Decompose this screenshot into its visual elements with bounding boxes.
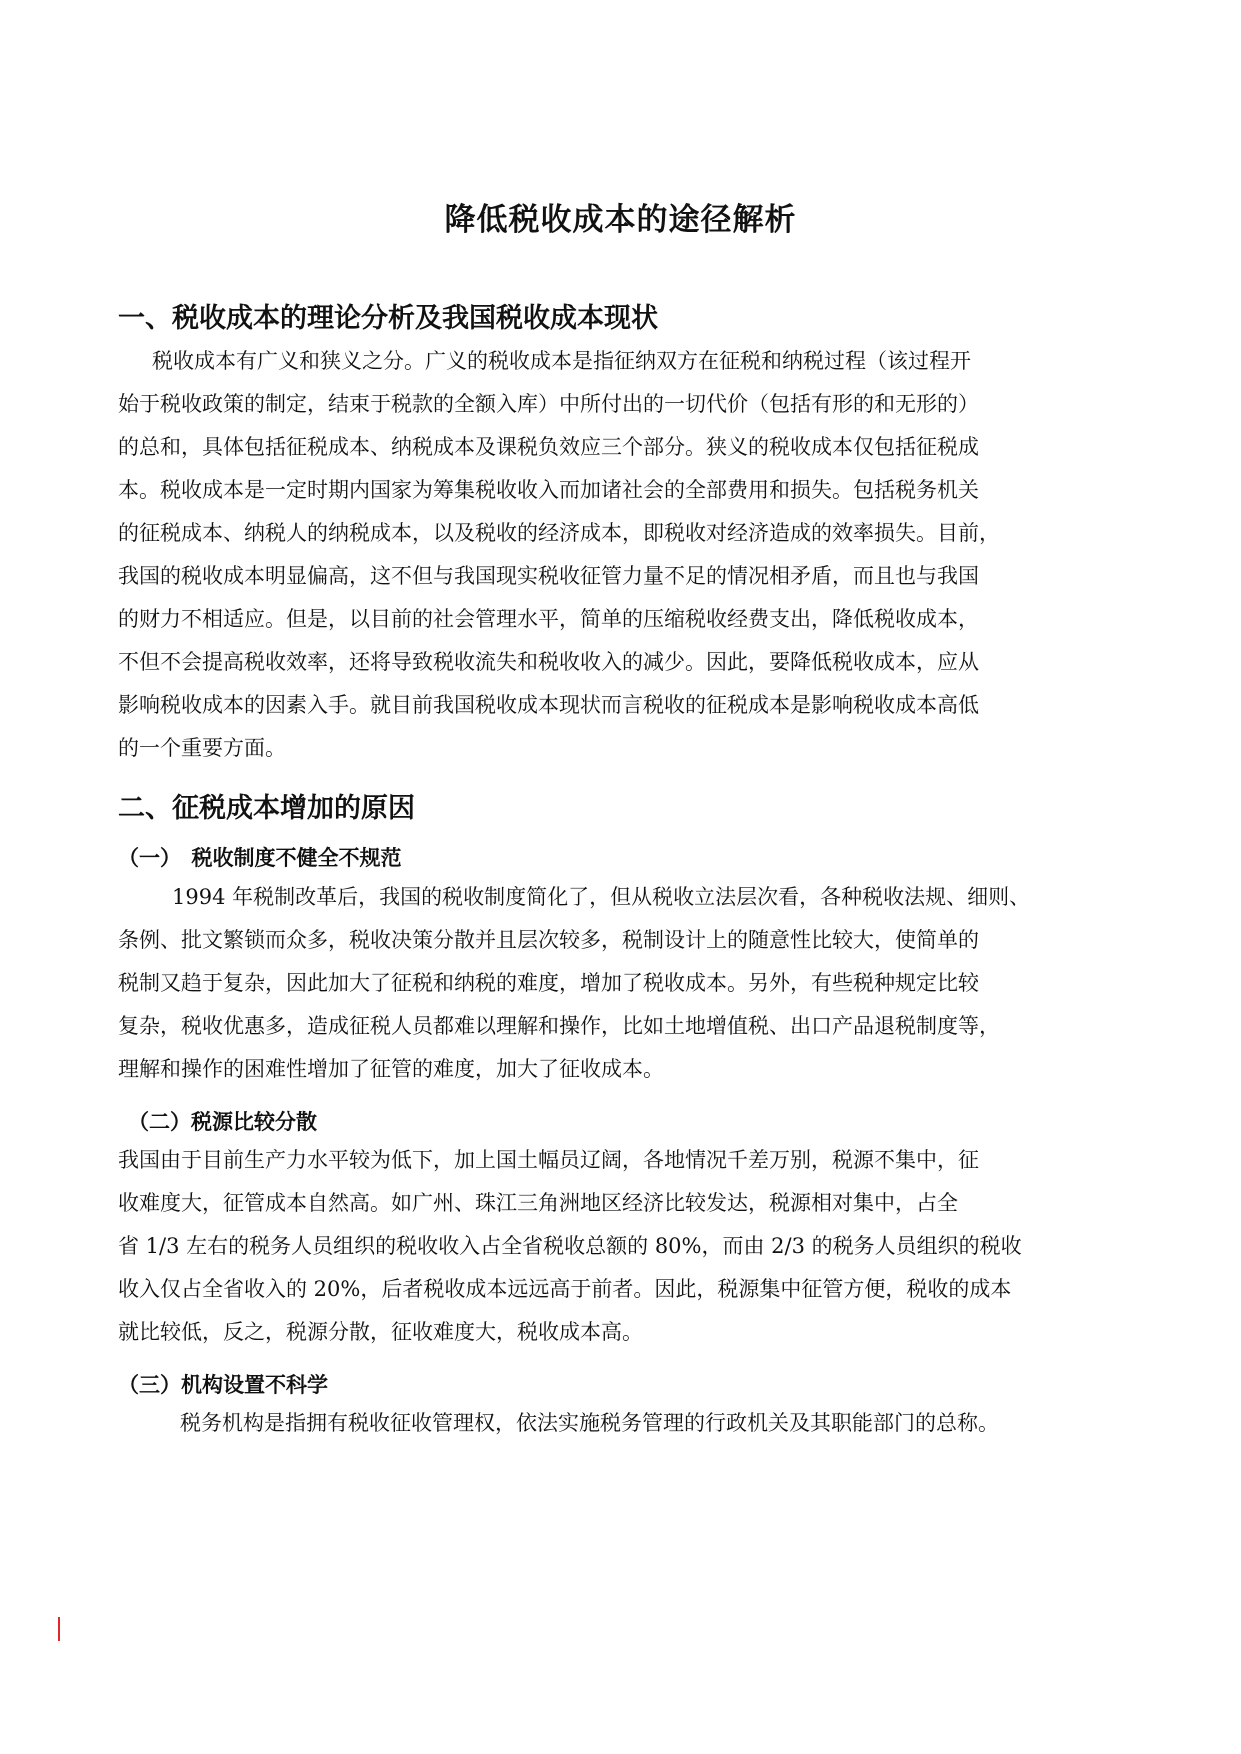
paragraph-line: 始于税收政策的制定，结束于税款的全额入库）中所付出的一切代价（包括有形的和无形的） <box>118 392 979 416</box>
paragraph-line: 收入仅占全省收入的 20%，后者税收成本远远高于前者。因此，税源集中征管方便，税收的成本 <box>118 1277 1012 1301</box>
paragraph-line: 复杂，税收优惠多，造成征税人员都难以理解和操作，比如土地增值税、出口产品退税制度等， <box>118 1014 1000 1038</box>
paragraph-line: 理解和操作的困难性增加了征管的难度，加大了征收成本。 <box>118 1057 664 1081</box>
paragraph-line: 1994 年税制改革后，我国的税收制度简化了，但从税收立法层次看，各种税收法规、细则、 <box>172 885 1031 909</box>
paragraph-line: 我国由于目前生产力水平较为低下，加上国土幅员辽阔，各地情况千差万别，税源不集中，征 <box>118 1148 979 1172</box>
paragraph-line: 我国的税收成本明显偏高，这不但与我国现实税收征管力量不足的情况相矛盾，而且也与我国 <box>118 564 979 588</box>
subsection-2-heading: （二）税源比较分散 <box>128 1109 317 1134</box>
paragraph-line: 的一个重要方面。 <box>118 736 286 760</box>
revision-mark <box>58 1617 60 1641</box>
section-2-heading: 二、征税成本增加的原因 <box>118 793 415 824</box>
document-title: 降低税收成本的途径解析 <box>444 202 797 238</box>
paragraph-line: 省 1/3 左右的税务人员组织的税收收入占全省税收总额的 80%，而由 2/3 的税务人员组织的税收 <box>118 1234 1022 1258</box>
paragraph-line: 税制又趋于复杂，因此加大了征税和纳税的难度，增加了税收成本。另外，有些税种规定比较 <box>118 971 979 995</box>
subsection-1-heading: （一） 税收制度不健全不规范 <box>118 845 402 870</box>
subsection-3-heading: （三）机构设置不科学 <box>118 1372 328 1397</box>
section-1-heading: 一、税收成本的理论分析及我国税收成本现状 <box>118 303 658 334</box>
paragraph-line: 条例、批文繁锁而众多，税收决策分散并且层次较多，税制设计上的随意性比较大，使简单的 <box>118 928 979 952</box>
paragraph-line: 税收成本有广义和狭义之分。广义的税收成本是指征纳双方在征税和纳税过程（该过程开 <box>152 349 971 373</box>
paragraph-line: 就比较低，反之，税源分散，征收难度大，税收成本高。 <box>118 1320 643 1344</box>
paragraph-line: 税务机构是指拥有税收征收管理权，依法实施税务管理的行政机关及其职能部门的总称。 <box>180 1411 999 1435</box>
paragraph-line: 不但不会提高税收效率，还将导致税收流失和税收收入的减少。因此，要降低税收成本，应从 <box>118 650 979 674</box>
paragraph-line: 的财力不相适应。但是，以目前的社会管理水平，简单的压缩税收经费支出，降低税收成本， <box>118 607 979 631</box>
paragraph-line: 影响税收成本的因素入手。就目前我国税收成本现状而言税收的征税成本是影响税收成本高低 <box>118 693 979 717</box>
paragraph-line: 本。税收成本是一定时期内国家为筹集税收收入而加诸社会的全部费用和损失。包括税务机关 <box>118 478 979 502</box>
paragraph-line: 的总和，具体包括征税成本、纳税成本及课税负效应三个部分。狭义的税收成本仅包括征税成 <box>118 435 979 459</box>
paragraph-line: 收难度大，征管成本自然高。如广州、珠江三角洲地区经济比较发达，税源相对集中，占全 <box>118 1191 958 1215</box>
paragraph-line: 的征税成本、纳税人的纳税成本，以及税收的经济成本，即税收对经济造成的效率损失。目前， <box>118 521 1000 545</box>
